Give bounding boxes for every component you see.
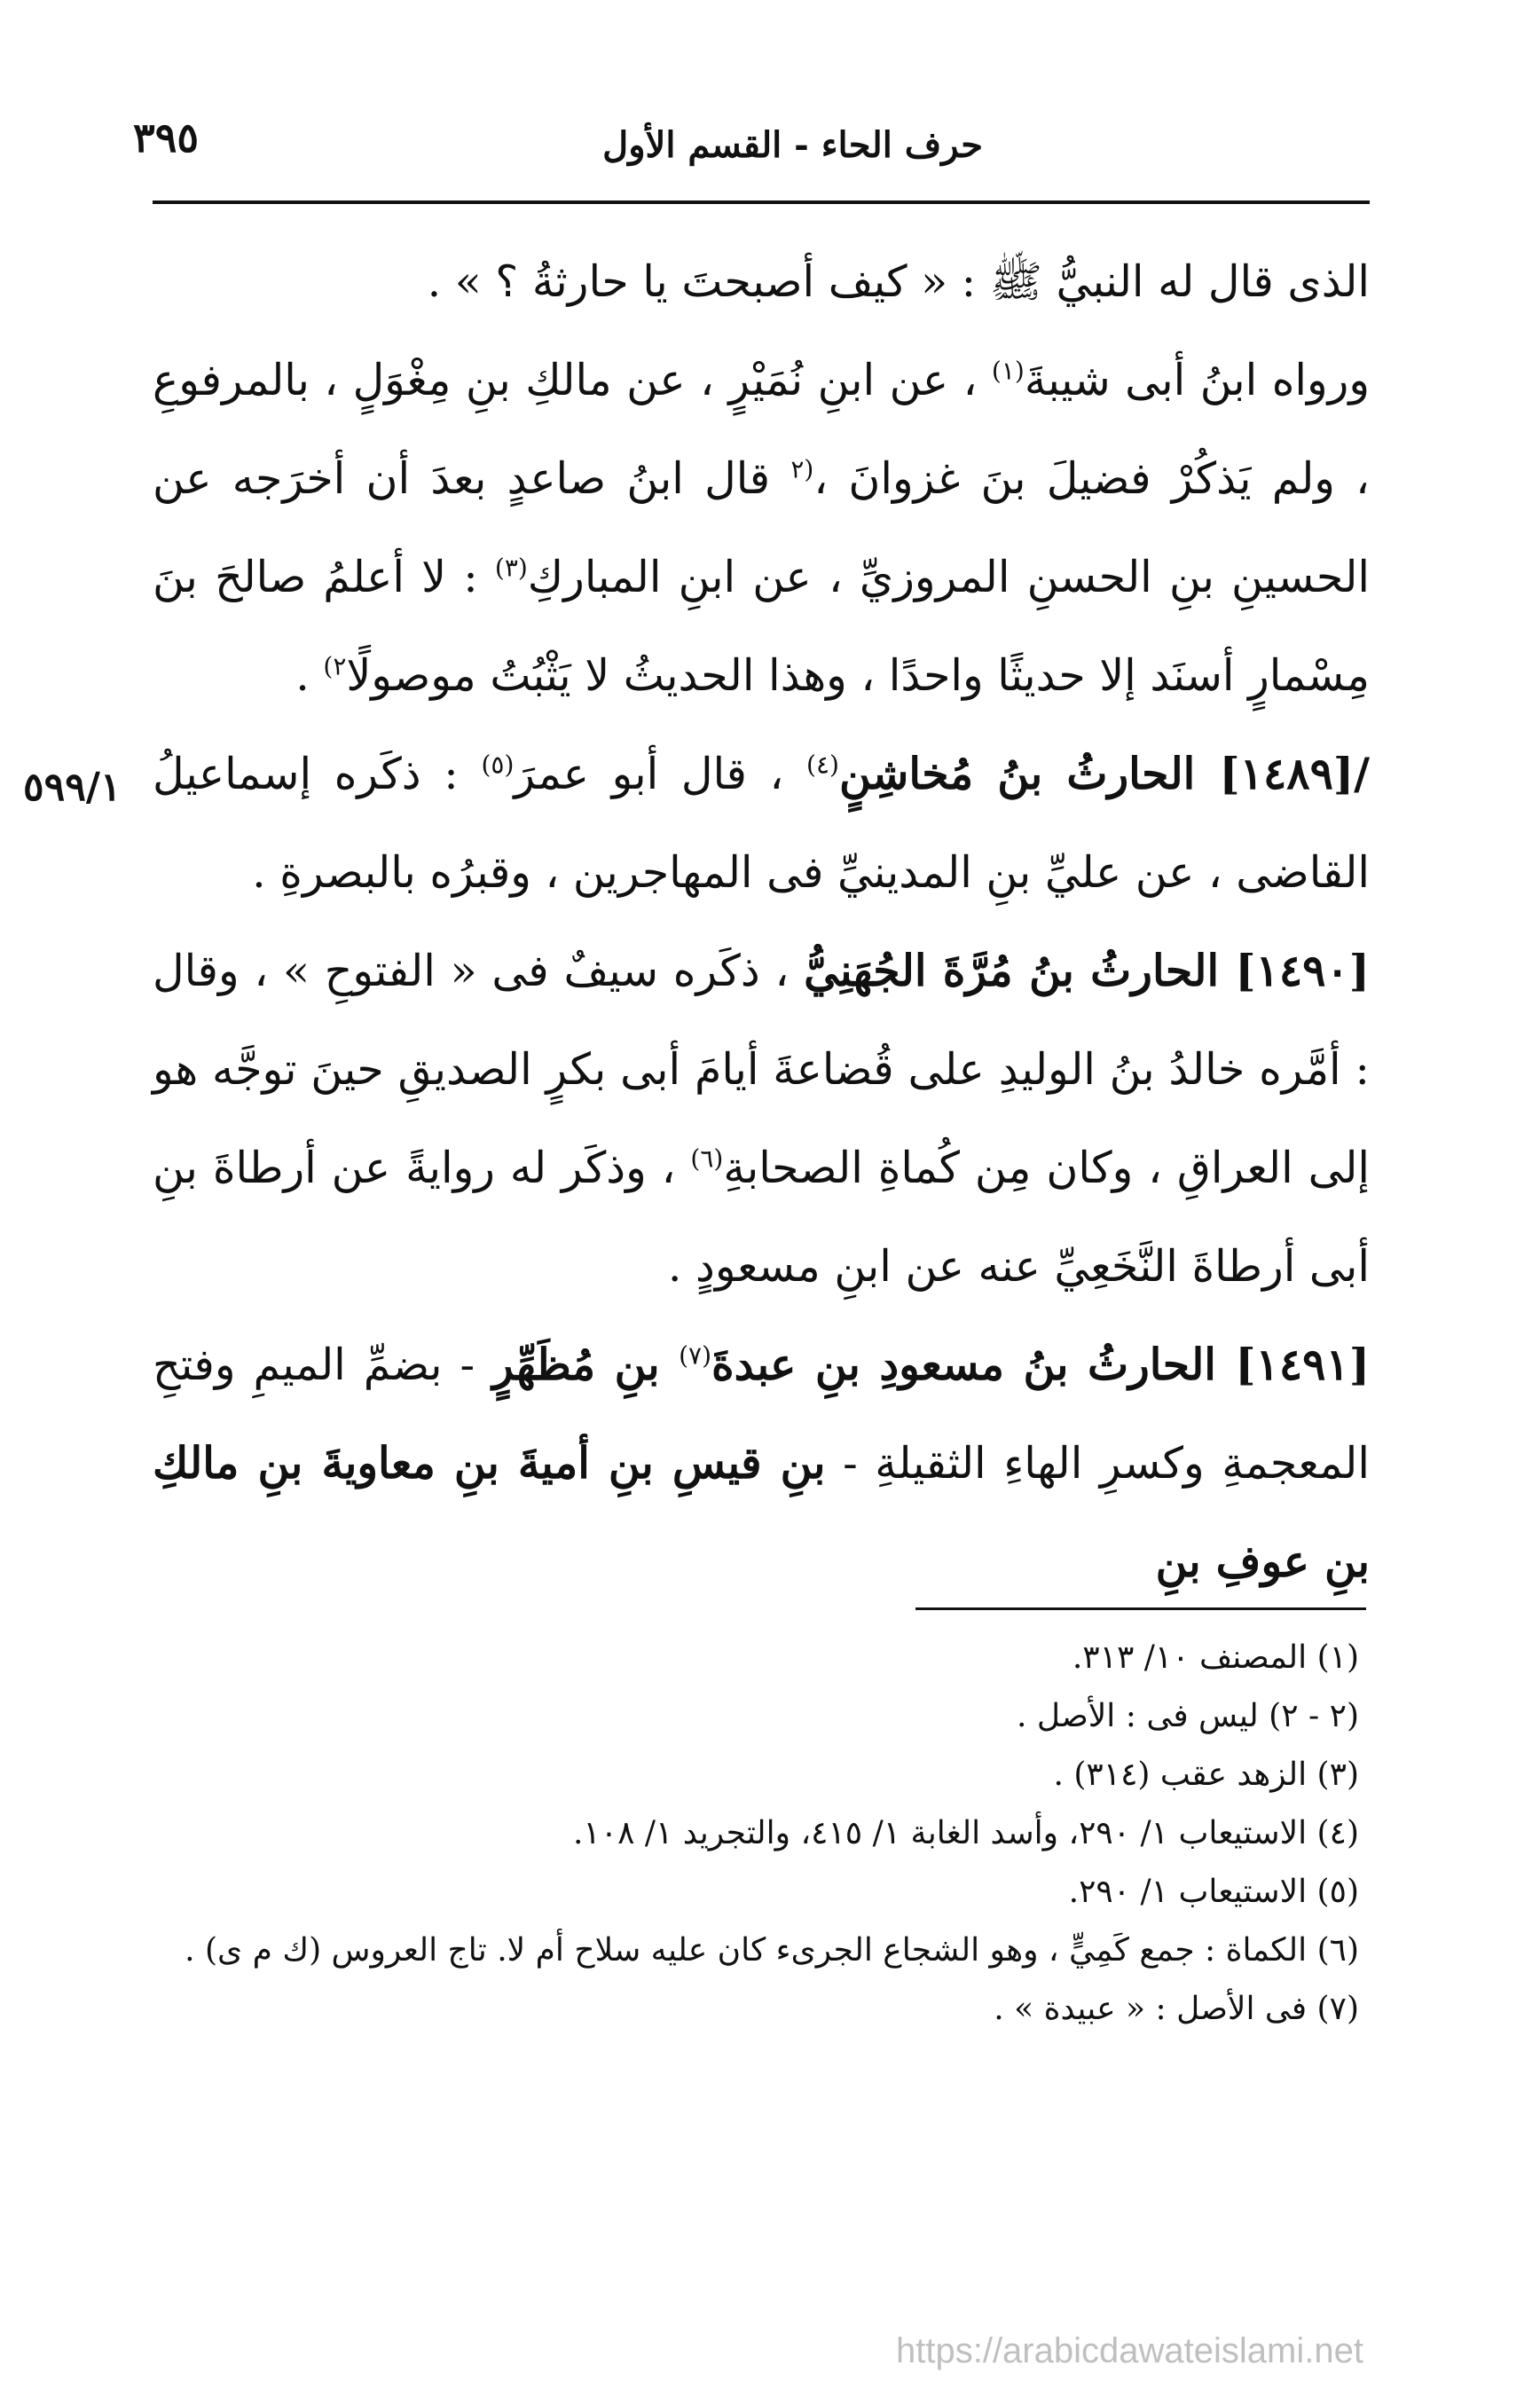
page-number: ٣٩٥ [133,114,200,161]
main-text [153,232,1370,1611]
entry-1490 [153,922,1370,1316]
footnote-ref: (١) [991,356,1025,386]
entry-heading: [١٤٩١] الحارثُ بنُ مسعودِ بنِ عبدةَ [711,1339,1371,1390]
entry-heading: بنِ قيسِ بنِ أميةَ بنِ معاويةَ بنِ مالكِ بنِ عوفِ بنِ [153,1437,1370,1587]
entry-heading: بنِ مُظَهِّرٍ [492,1339,680,1390]
footnote: (١) المصنف ١٠/ ٣١٣. [1072,1639,1359,1676]
text-run: ، قال أبو عمرَ [514,749,807,799]
footnote: (٦) الكماة : جمع كَمِيٍّ ، وهو الشجاع الجرىء كان عليه سلاح أم لا. تاج العروس (ك م ى) . [185,1932,1359,1969]
text-run: . [295,650,324,701]
footnote-rule [915,1607,1366,1610]
footnote: (٣) الزهد عقب (٣١٤) . [1053,1756,1359,1793]
entry-heading: /[١٤٨٩] الحارثُ بنُ مُخاشِنٍ [838,748,1371,799]
header-rule [153,200,1370,204]
footnote: (٤) الاستيعاب ١/ ٢٩٠، وأسد الغابة ١/ ٤١٥، والتجريد ١/ ١٠٨. [572,1815,1359,1851]
running-header: حرف الحاء - القسم الأول [602,124,983,166]
text-run: ، عن ابنِ نُمَيْرٍ ، عن مالكِ بنِ مِغْوَلٍ ، بالمرفوعِ ، ولم يَذكُرْ فضيلَ بنَ غزوانَ ، [153,355,1370,504]
footnote-ref: (٦) [690,1143,724,1174]
footnote-ref: ٢) [323,651,347,681]
entry-1489 [153,725,1370,922]
footnote-ref: (٣) [494,553,528,583]
footnote-ref: (٢ [790,454,814,484]
paragraph-riwaya [153,331,1370,725]
text-run: : لا أعلمُ صالحَ بنَ مِسْمارٍ أسنَد إلا حديثًا واحدًا ، وهذا الحديثُ لا يَثْبُتُ موصولًا [153,552,1370,701]
footnote-ref: (٥) [481,750,515,780]
footnote: (٢ - ٢) ليس فى : الأصل . [1017,1698,1359,1734]
text-run: ، وذكَر له روايةً عن أرطاةَ بنِ أبى أرطاةَ النَّخَعِيِّ عنه عن ابنِ مسعودٍ . [153,1143,1370,1292]
footnote-ref: (٧) [679,1340,711,1371]
footnote: (٧) فى الأصل : « عبيدة » . [994,1991,1359,2027]
footnote: (٥) الاستيعاب ١/ ٢٩٠. [1068,1874,1359,1910]
text-run: ، ذكَره سيفٌ فى « الفتوحِ » ، وقال : أمَّره خالدُ بنُ الوليدِ على قُضاعةَ أيامَ أبى بكرٍ الصديقِ حينَ توجَّه هو إلى العراقِ ، وكان مِن كُماةِ الصحابةِ [153,946,1370,1193]
text-run: قال ابنُ صاعدٍ بعدَ أن أخرَجه عن الحسينِ بنِ الحسنِ المروزيِّ ، عن ابنِ المباركِ [153,453,1370,602]
text-run: ورواه ابنُ أبى شيبةَ [1024,355,1371,405]
paragraph-hadith-quote: الذى قال له النبيُّ ﷺ : « كيف أصبحتَ يا حارثةُ ؟ » . [427,256,1370,307]
margin-reference: ٥٩٩/١ [23,765,122,810]
footnote-ref: (٤) [806,750,839,780]
entry-1491 [153,1316,1370,1611]
text-run: : ذكَره إسماعيلُ القاضى ، عن عليِّ بنِ المدينيِّ فى المهاجرين ، وقبرُه بالبصرةِ . [153,749,1370,898]
watermark: https://arabicdawateislami.net [896,2331,1363,2370]
entry-heading: [١٤٩٠] الحارثُ بنُ مُرَّةَ الجُهَنِيُّ [804,945,1370,996]
text-run: - بضمِّ الميمِ وفتحِ المعجمةِ وكسرِ الهاءِ الثقيلةِ - [153,1340,1370,1489]
footnotes [153,1629,1359,2039]
